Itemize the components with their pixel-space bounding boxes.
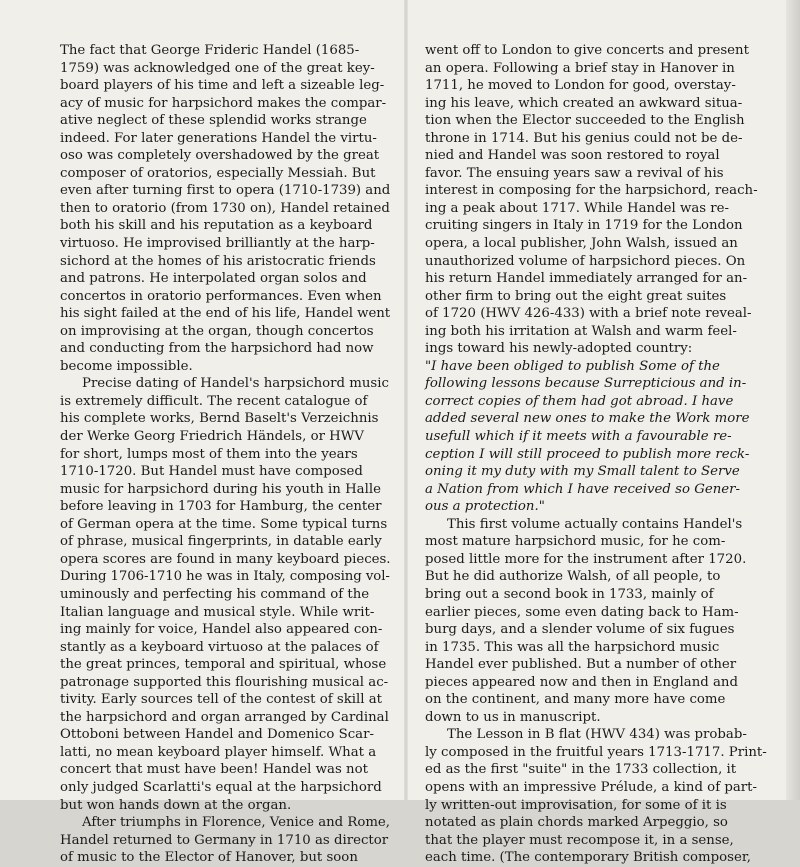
- text-line: bring out a second book in 1733, mainly of: [425, 586, 714, 602]
- text-line: unauthorized volume of harpsichord pieces. On: [425, 253, 746, 269]
- text-line: ly written-out improvisation, for some of it is: [425, 797, 727, 813]
- text-line: 1710-1720. But Handel must have composed: [60, 464, 363, 480]
- paragraph-start-line: Precise dating of Handel's harpsichord music: [82, 376, 389, 392]
- text-line: But he did authorize Walsh, of all people, to: [425, 569, 721, 585]
- quotation-line: following lessons because Surrepticious and in-: [425, 376, 747, 392]
- text-line: the great princes, temporal and spiritual, whose: [60, 657, 387, 673]
- text-line: went off to London to give concerts and present: [425, 43, 749, 58]
- text-line: of German opera at the time. Some typical turns: [60, 516, 388, 532]
- text-line: down to us in manuscript.: [425, 709, 601, 725]
- text-line: tivity. Early sources tell of the contest of skill at: [60, 692, 383, 708]
- quotation-line: ception I will still proceed to publish more reck-: [425, 446, 750, 462]
- text-line: interest in composing for the harpsichord, reach-: [425, 183, 758, 199]
- text-line: ings toward his newly-adopted country:: [425, 341, 693, 357]
- text-line: board players of his time and left a sizeable leg-: [60, 78, 385, 94]
- text-line: der Werke Georg Friedrich Händels, or HWV: [60, 429, 365, 445]
- text-line: throne in 1714. But his genius could not be de-: [425, 130, 743, 146]
- text-line: is extremely difficult. The recent catalogue of: [60, 393, 368, 409]
- text-line: before leaving in 1703 for Hamburg, the center: [60, 499, 382, 515]
- text-line: then to oratorio (from 1730 on), Handel retained: [60, 200, 390, 216]
- text-line: favor. The ensuing years saw a revival of his: [425, 165, 724, 181]
- text-line: notated as plain chords marked Arpeggio, so: [425, 815, 728, 831]
- text-line: acy of music for harpsichord makes the compar-: [60, 95, 387, 111]
- text-line: but won hands down at the organ.: [60, 797, 292, 813]
- text-line: cruiting singers in Italy in 1719 for the London: [425, 218, 743, 234]
- page-edge: [786, 0, 800, 800]
- text-line: even after turning first to opera (1710-1739) and: [60, 183, 391, 199]
- page-fold: [404, 0, 408, 800]
- text-line: ing a peak about 1717. While Handel was re-: [425, 200, 730, 216]
- text-line: concertos in oratorio performances. Even when: [60, 288, 382, 304]
- text-line: Handel ever published. But a number of other: [425, 657, 737, 673]
- text-line: on improvising at the organ, though concertos: [60, 323, 374, 339]
- paragraph-start-line: The Lesson in B flat (HWV 434) was probab-: [447, 727, 747, 743]
- text-line: The fact that George Frideric Handel (1685-: [60, 43, 360, 58]
- quotation-line: added several new ones to make the Work more: [425, 411, 750, 427]
- text-line: his sight failed at the end of his life, Handel went: [60, 306, 391, 322]
- text-line: and conducting from the harpsichord had now: [60, 341, 374, 357]
- text-line: of phrase, musical fingerprints, in datable early: [60, 534, 382, 550]
- text-line: that the player must recompose it, in a sense,: [425, 832, 734, 848]
- text-line: Italian language and musical style. While writ-: [60, 604, 375, 620]
- quotation-line: correct copies of them had got abroad. I have: [425, 393, 734, 409]
- text-line: composer of oratorios, especially Messiah. But: [60, 165, 376, 181]
- text-line: patronage supported this flourishing musical ac-: [60, 674, 389, 690]
- text-line: ing his leave, which created an awkward situa-: [425, 95, 743, 111]
- right-text-column: [425, 42, 769, 867]
- text-line: oso was completely overshadowed by the great: [60, 148, 380, 164]
- text-line: 1759) was acknowledged one of the great key-: [60, 60, 375, 76]
- text-line: opera scores are found in many keyboard pieces.: [60, 551, 391, 567]
- text-line: During 1706-1710 he was in Italy, composing vol-: [60, 569, 390, 585]
- text-line: of 1720 (HWV 426-433) with a brief note reveal-: [425, 306, 752, 322]
- text-line: an opera. Following a brief stay in Hanover in: [425, 60, 735, 76]
- text-line: ly composed in the fruitful years 1713-1717. Print-: [425, 744, 767, 760]
- quotation-line: usefull which if it meets with a favourable re-: [425, 429, 732, 445]
- text-line: tion when the Elector succeeded to the English: [425, 113, 745, 129]
- text-line: ed as the first "suite" in the 1733 collection, it: [425, 762, 737, 778]
- text-line: virtuoso. He improvised brilliantly at the harp-: [60, 236, 375, 252]
- text-line: 1711, he moved to London for good, overstay-: [425, 78, 736, 94]
- text-line: on the continent, and many more have come: [425, 692, 726, 708]
- text-line: the harpsichord and organ arranged by Cardinal: [60, 709, 389, 725]
- text-line: other firm to bring out the eight great suites: [425, 288, 727, 304]
- text-line: posed little more for the instrument after 1720.: [425, 551, 747, 567]
- text-line: burg days, and a slender volume of six fugues: [425, 622, 735, 638]
- text-line: opens with an impressive Prélude, a kind of part-: [425, 779, 757, 795]
- text-line: ing mainly for voice, Handel also appeared con-: [60, 622, 383, 638]
- text-line: ative neglect of these splendid works strange: [60, 113, 367, 129]
- left-text-column: [60, 42, 390, 867]
- text-line: nied and Handel was soon restored to royal: [425, 148, 720, 164]
- text-line: most mature harpsichord music, for he com-: [425, 534, 726, 550]
- text-line: only judged Scarlatti's equal at the harpsichord: [60, 779, 382, 795]
- text-line: and patrons. He interpolated organ solos and: [60, 271, 367, 287]
- text-line: his complete works, Bernd Baselt's Verzeichnis: [60, 411, 379, 427]
- text-line: of music to the Elector of Hanover, but soon: [60, 850, 358, 866]
- paragraph-start-line: After triumphs in Florence, Venice and Rome,: [82, 815, 390, 831]
- text-line: ing both his irritation at Walsh and warm feel-: [425, 323, 737, 339]
- paragraph-start-line: This first volume actually contains Handel's: [447, 516, 743, 532]
- text-line: Ottoboni between Handel and Domenico Scar-: [60, 727, 374, 743]
- quotation-line: ous a protection.": [425, 499, 545, 515]
- text-line: indeed. For later generations Handel the virtu-: [60, 130, 377, 146]
- text-line: earlier pieces, some even dating back to Ham-: [425, 604, 739, 620]
- text-line: Handel returned to Germany in 1710 as director: [60, 832, 389, 848]
- text-line: for short, lumps most of them into the years: [60, 446, 358, 462]
- text-line: concert that must have been! Handel was not: [60, 762, 368, 778]
- quotation-line: a Nation from which I have received so Gener-: [425, 481, 740, 497]
- text-line: opera, a local publisher, John Walsh, issued an: [425, 236, 738, 252]
- text-line: music for harpsichord during his youth in Halle: [60, 481, 381, 497]
- text-line: stantly as a keyboard virtuoso at the palaces of: [60, 639, 379, 655]
- quotation-line: "I have been obliged to publish Some of the: [425, 358, 720, 374]
- text-line: sichord at the homes of his aristocratic friends: [60, 253, 376, 269]
- text-line: pieces appeared now and then in England and: [425, 674, 738, 690]
- quotation-line: oning it my duty with my Small talent to Serve: [425, 464, 740, 480]
- text-line: his return Handel immediately arranged for an-: [425, 271, 748, 287]
- text-line: become impossible.: [60, 358, 193, 374]
- text-line: uminously and perfecting his command of the: [60, 586, 370, 602]
- text-line: both his skill and his reputation as a keyboard: [60, 218, 373, 234]
- text-line: in 1735. This was all the harpsichord music: [425, 639, 720, 655]
- text-line: latti, no mean keyboard player himself. What a: [60, 744, 377, 760]
- text-line: each time. (The contemporary British composer,: [425, 850, 751, 866]
